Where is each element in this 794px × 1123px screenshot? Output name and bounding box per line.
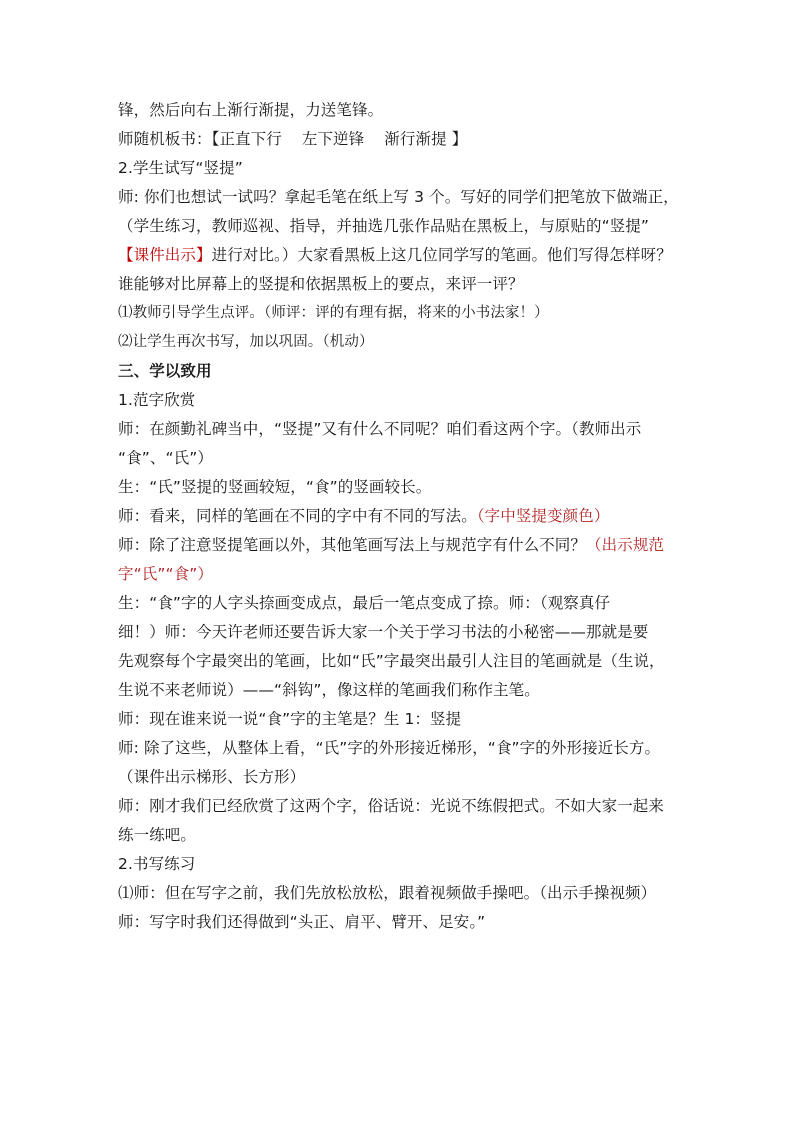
- text-segment: 先观察每个字最突出的笔画，比如“氏”字最突出最引人注目的笔画就是（生说，: [118, 652, 665, 670]
- text-line: [118, 96, 678, 125]
- text-line: [118, 328, 678, 357]
- text-line: [118, 502, 678, 531]
- text-segment: 2.学生试写“竖提”: [118, 159, 243, 177]
- text-line: [118, 647, 678, 676]
- text-segment: 师：除了注意竖提笔画以外，其他笔画写法上与规范字有什么不同？: [118, 536, 587, 554]
- text-segment: （学生练习，教师巡视、指导，并抽选几张作品贴在黑板上，与原贴的“竖提”: [118, 217, 650, 235]
- text-line: [118, 270, 678, 299]
- text-line: [118, 125, 678, 154]
- highlighted-text: 【课件出示】: [118, 246, 212, 264]
- text-segment: 师: 你们也想试一试吗？拿起毛笔在纸上写 3 个。写好的同学们把笔放下做端正，: [118, 188, 679, 206]
- text-segment: 2.书写练习: [118, 855, 196, 873]
- text-segment: （课件出示梯形、长方形）: [118, 768, 306, 786]
- highlighted-text: （字中竖提变颜色）: [476, 507, 610, 525]
- text-line: [118, 415, 678, 444]
- text-line: [118, 560, 678, 589]
- highlighted-text: 字“氏”“食”）: [118, 565, 213, 583]
- text-line: [118, 908, 678, 937]
- text-segment: 进行对比。）大家看黑板上这几位同学写的笔画。他们写得怎样呀？: [211, 246, 672, 264]
- text-line: [118, 763, 678, 792]
- section-heading: [118, 357, 678, 386]
- text-line: [118, 531, 678, 560]
- text-segment: 师随机板书：【正直下行: [118, 130, 282, 148]
- text-segment: 锋，然后向右上渐行渐提，力送笔锋。: [118, 101, 384, 119]
- text-line: [118, 850, 678, 879]
- text-segment: 1.范字欣赏: [118, 391, 196, 409]
- text-segment: 生：“氏”竖提的竖画较短，“食”的竖画较长。: [118, 478, 432, 496]
- document-page: [118, 96, 678, 937]
- text-line: [118, 879, 678, 908]
- text-segment: 生：“食”字的人字头捺画变成点，最后一笔点变成了捺。师：（观察真仔: [118, 594, 611, 612]
- text-line: [118, 821, 678, 850]
- text-line: [118, 734, 678, 763]
- text-line: [118, 386, 678, 415]
- text-line: [118, 792, 678, 821]
- text-segment: 细！）师：今天许老师还要告诉大家一个关于学习书法的小秘密——那就是要: [118, 623, 649, 641]
- text-segment: 师：在颜勤礼碑当中，“竖提”又有什么不同呢？咱们看这两个字。（教师出示: [118, 420, 642, 438]
- text-segment: 师：刚才我们已经欣赏了这两个字，俗话说：光说不练假把式。不如大家一起来: [118, 797, 665, 815]
- text-line: [118, 241, 678, 270]
- text-segment: 渐行渐提 】: [384, 130, 468, 148]
- text-line: [118, 212, 678, 241]
- text-line: [118, 618, 678, 647]
- text-segment: 谁能够对比屏幕上的竖提和依据黑板上的要点，来评一评？: [118, 275, 524, 293]
- text-segment: 师：看来，同样的笔画在不同的字中有不同的写法。: [118, 507, 477, 525]
- text-segment: 师：写字时我们还得做到“头正、肩平、臂开、足安。”: [118, 913, 486, 931]
- document-body: [118, 96, 678, 937]
- text-segment: ⑵让学生再次书写，加以巩固。（机动）: [118, 334, 374, 350]
- text-segment: 师：现在谁来说一说“食”字的主笔是？生 1：竖提: [118, 710, 462, 728]
- text-line: [118, 589, 678, 618]
- text-line: [118, 473, 678, 502]
- text-segment: ⑴师：但在写字之前，我们先放松放松，跟着视频做手操吧。（出示手操视频）: [118, 884, 657, 902]
- text-segment: 生说不来老师说）——“斜钩”，像这样的笔画我们称作主笔。: [118, 681, 540, 699]
- text-line: [118, 299, 678, 328]
- text-segment: 左下逆锋: [301, 130, 365, 148]
- text-segment: ⑴教师引导学生点评。（师评：评的有理有据，将来的小书法家！）: [118, 305, 549, 321]
- text-line: [118, 676, 678, 705]
- text-line: [118, 705, 678, 734]
- highlighted-text: （出示规范: [586, 536, 665, 554]
- text-segment: 练一练吧。: [118, 826, 197, 844]
- text-line: [118, 154, 678, 183]
- text-line: [118, 444, 678, 473]
- text-line: [118, 183, 678, 212]
- text-segment: 师: 除了这些，从整体上看，“氏”字的外形接近梯形，“食”字的外形接近长方。: [118, 739, 661, 757]
- text-segment: 三、学以致用: [118, 362, 212, 380]
- text-segment: “食”、“氏”）: [118, 449, 213, 467]
